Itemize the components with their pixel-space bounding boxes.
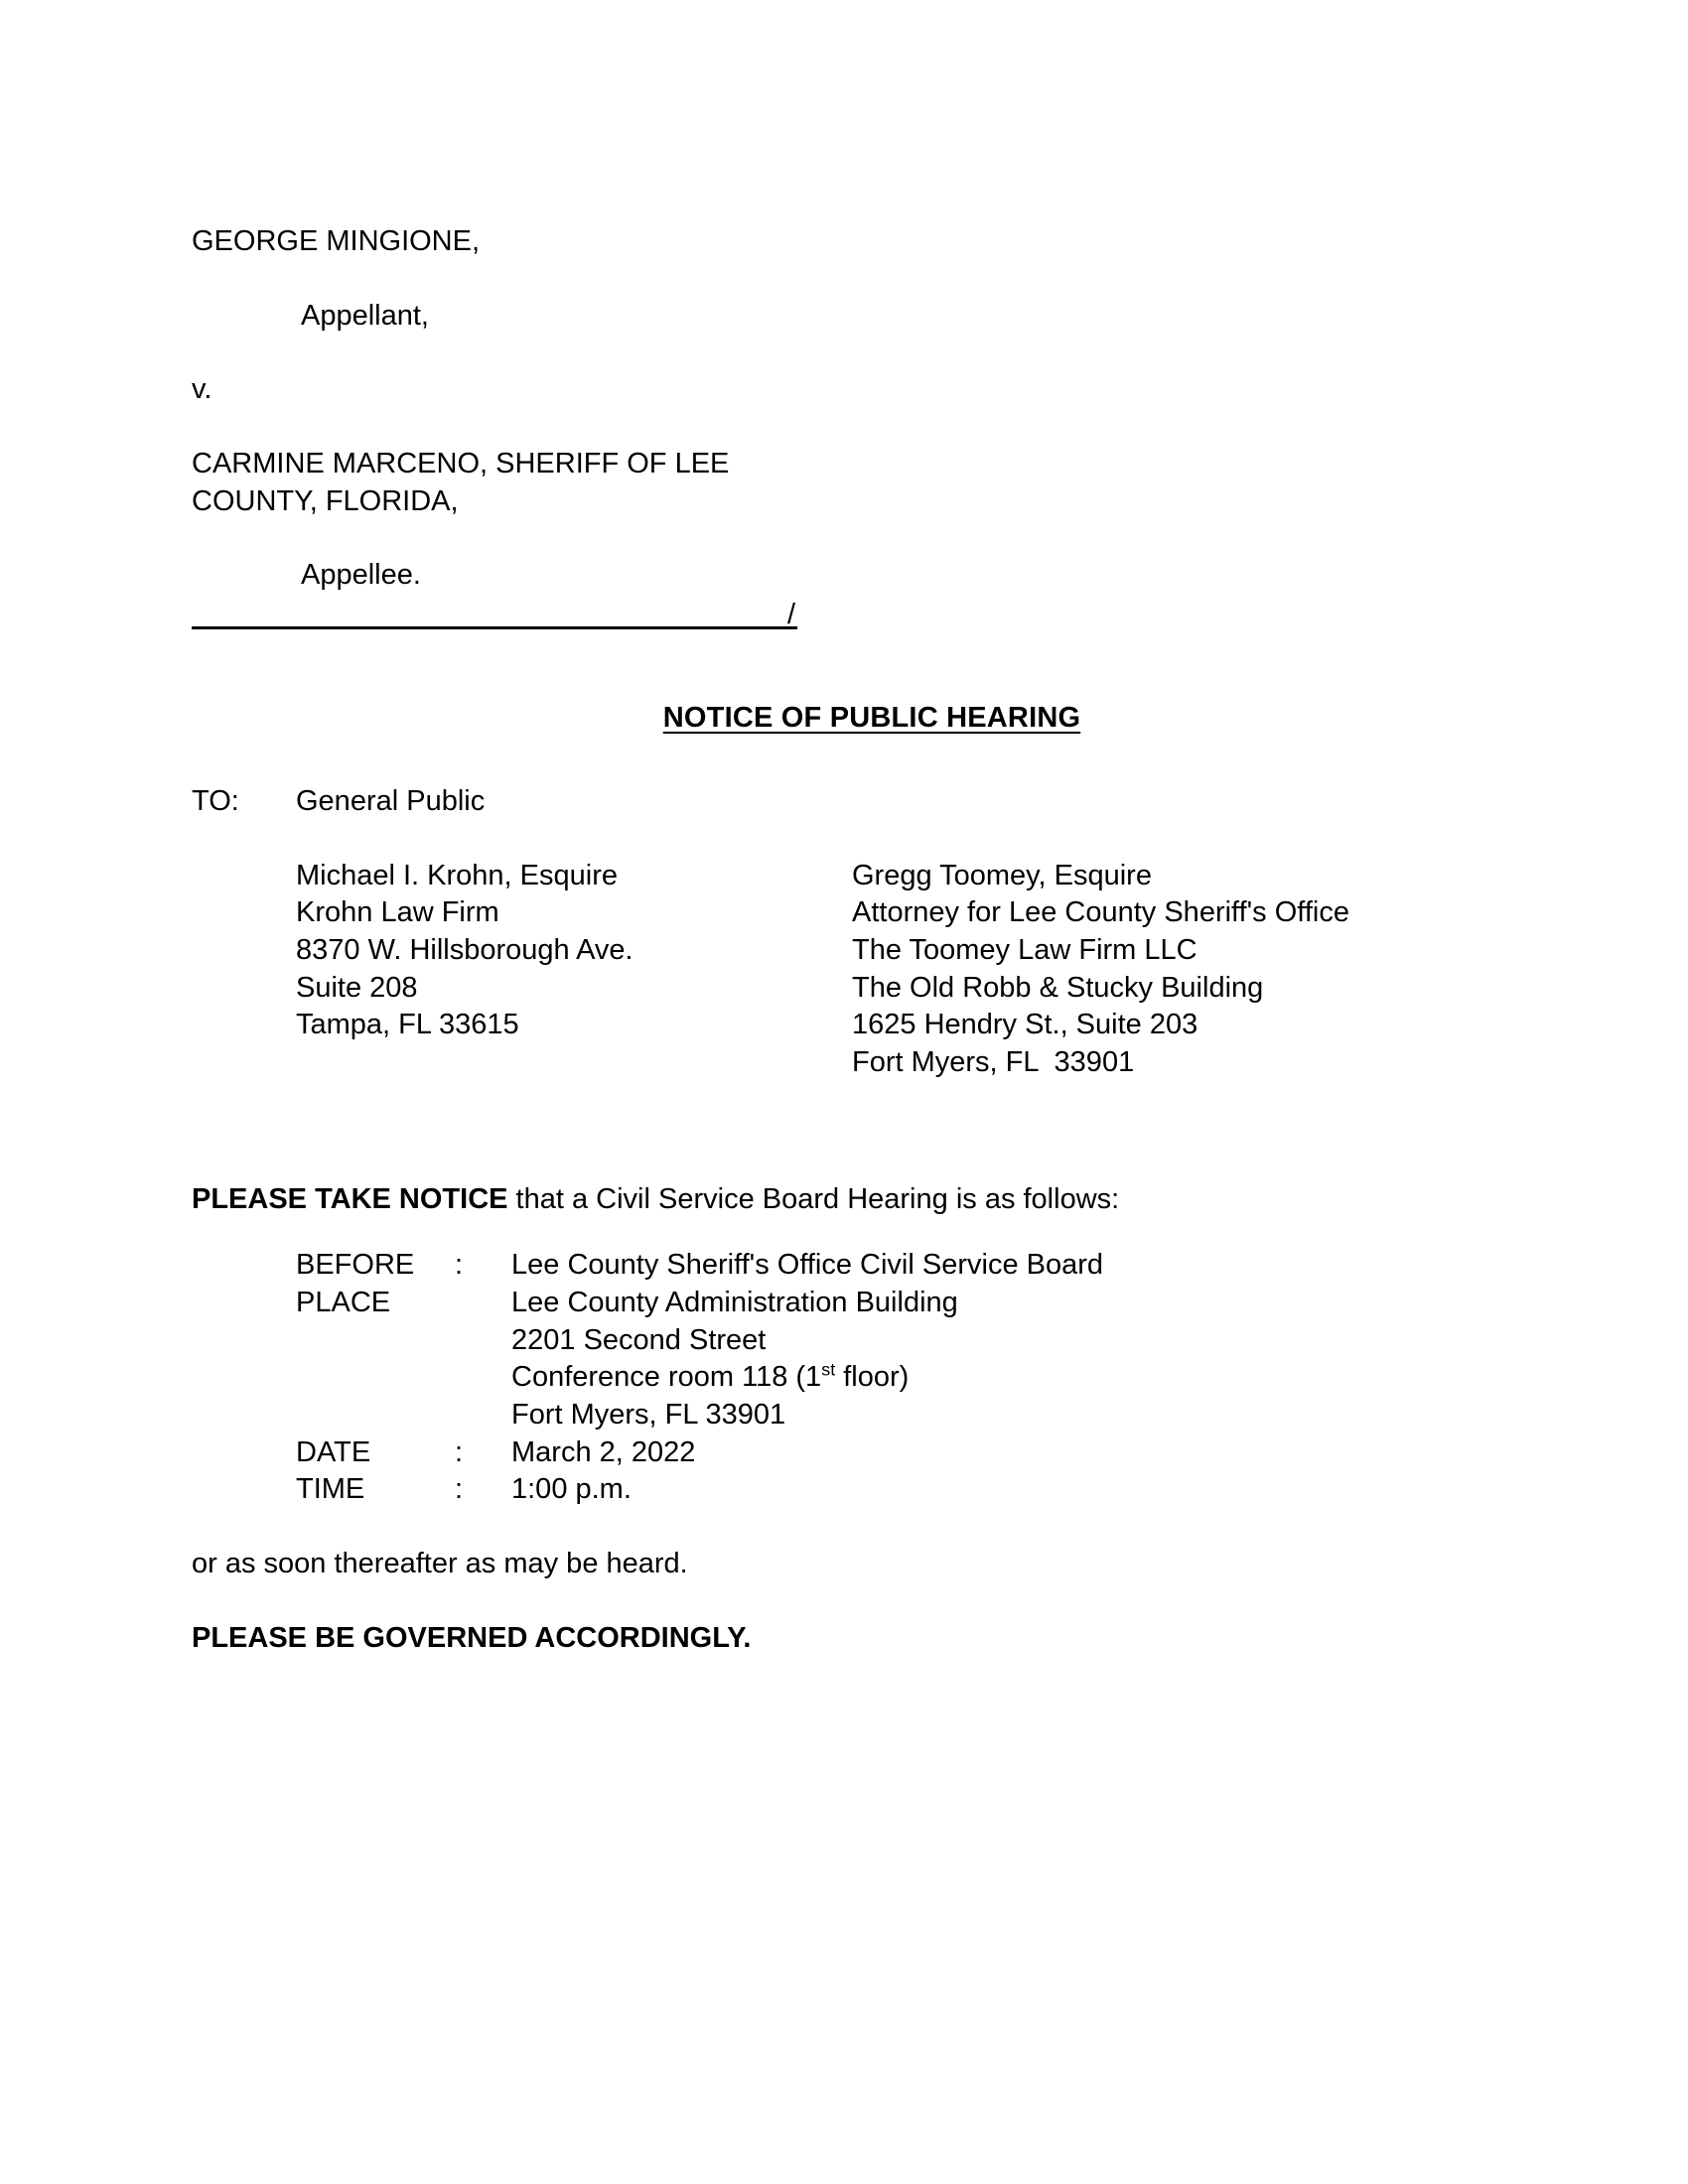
before-value: Lee County Sheriff's Office Civil Service Board	[511, 1249, 1104, 1282]
spacer-before-notice	[192, 1082, 1512, 1181]
detail-row-time	[296, 1471, 1512, 1509]
caption-spacer-1	[192, 261, 1512, 298]
to-value: General Public	[296, 784, 486, 817]
recipients-block	[192, 858, 1512, 1082]
time-colon: :	[455, 1473, 464, 1506]
to-label: TO:	[192, 784, 239, 817]
recipient-right-line: Gregg Toomey, Esquire	[852, 859, 1152, 891]
spacer-before-details	[192, 1218, 1512, 1247]
place-room	[511, 1359, 1512, 1397]
place-city: Fort Myers, FL 33901	[511, 1399, 786, 1432]
closing-bold-line: PLEASE BE GOVERNED ACCORDINGLY.	[192, 1621, 752, 1654]
caption-divider	[192, 601, 1512, 644]
date-label: DATE	[296, 1435, 371, 1468]
spacer-after-title	[192, 738, 1512, 783]
detail-row-date	[296, 1434, 1512, 1472]
appellee-name-line-1: CARMINE MARCENO, SHERIFF OF LEE	[192, 448, 730, 480]
date-value: March 2, 2022	[511, 1435, 696, 1468]
recipient-left-column	[296, 858, 852, 1082]
detail-row-place-room	[296, 1359, 1512, 1397]
recipient-left-line: Tampa, FL 33615	[296, 1009, 519, 1041]
before-colon: :	[455, 1249, 464, 1282]
detail-row-place	[296, 1285, 1512, 1322]
spacer-before-recipients	[192, 821, 1512, 858]
caption-spacer-4	[192, 520, 1512, 557]
place-label: PLACE	[296, 1287, 391, 1318]
spacer-before-closing	[192, 1509, 1512, 1546]
date-colon: :	[455, 1435, 464, 1468]
detail-row-place-street	[296, 1322, 1512, 1360]
detail-row-before	[296, 1247, 1512, 1285]
recipient-left-line: Suite 208	[296, 971, 418, 1004]
recipient-right-line: The Toomey Law Firm LLC	[852, 933, 1197, 966]
recipient-left-line: Krohn Law Firm	[296, 896, 499, 929]
notice-rest: that a Civil Service Board Hearing is as follows:	[507, 1182, 1120, 1215]
place-value: Lee County Administration Building	[511, 1287, 958, 1318]
case-caption	[192, 223, 1512, 644]
recipient-left-line: 8370 W. Hillsborough Ave.	[296, 933, 633, 966]
appellant-name: GEORGE MINGIONE,	[192, 225, 481, 257]
recipient-right-line: Attorney for Lee County Sheriff's Office	[852, 896, 1349, 929]
page-title: NOTICE OF PUBLIC HEARING	[662, 702, 1081, 735]
recipient-right-line: 1625 Hendry St., Suite 203	[852, 1009, 1198, 1041]
notice-paragraph	[192, 1181, 1512, 1219]
recipient-right-line: The Old Robb & Stucky Building	[852, 971, 1264, 1004]
caption-divider-slash: /	[787, 599, 796, 631]
place-room-pre: Conference room 118 (1	[511, 1361, 822, 1394]
place-room-post: floor)	[835, 1361, 910, 1394]
time-label: TIME	[296, 1473, 365, 1506]
detail-row-place-city	[296, 1397, 1512, 1434]
place-room-ordinal-suffix: st	[821, 1359, 836, 1380]
appellee-role: Appellee.	[301, 559, 421, 592]
to-row	[192, 783, 1512, 821]
time-value: 1:00 p.m.	[511, 1473, 632, 1506]
caption-spacer-3	[192, 409, 1512, 446]
recipient-right-line: Fort Myers, FL 33901	[852, 1045, 1135, 1078]
recipient-left-line: Michael I. Krohn, Esquire	[296, 859, 618, 891]
spacer-before-governed	[192, 1583, 1512, 1620]
recipient-right-column	[852, 858, 1512, 1082]
place-street: 2201 Second Street	[511, 1323, 767, 1356]
spacer-before-title	[192, 644, 1512, 700]
caption-spacer-2	[192, 335, 1512, 371]
appellee-name-line-2: COUNTY, FLORIDA,	[192, 484, 459, 517]
before-label: BEFORE	[296, 1249, 415, 1282]
caption-divider-line	[192, 626, 797, 629]
appellant-role: Appellant,	[301, 299, 429, 332]
versus-label: v.	[192, 373, 212, 406]
notice-lead-bold: PLEASE TAKE NOTICE	[192, 1182, 508, 1215]
closing-line: or as soon thereafter as may be heard.	[192, 1548, 688, 1580]
document-body	[192, 223, 1512, 1658]
hearing-details	[192, 1247, 1512, 1509]
